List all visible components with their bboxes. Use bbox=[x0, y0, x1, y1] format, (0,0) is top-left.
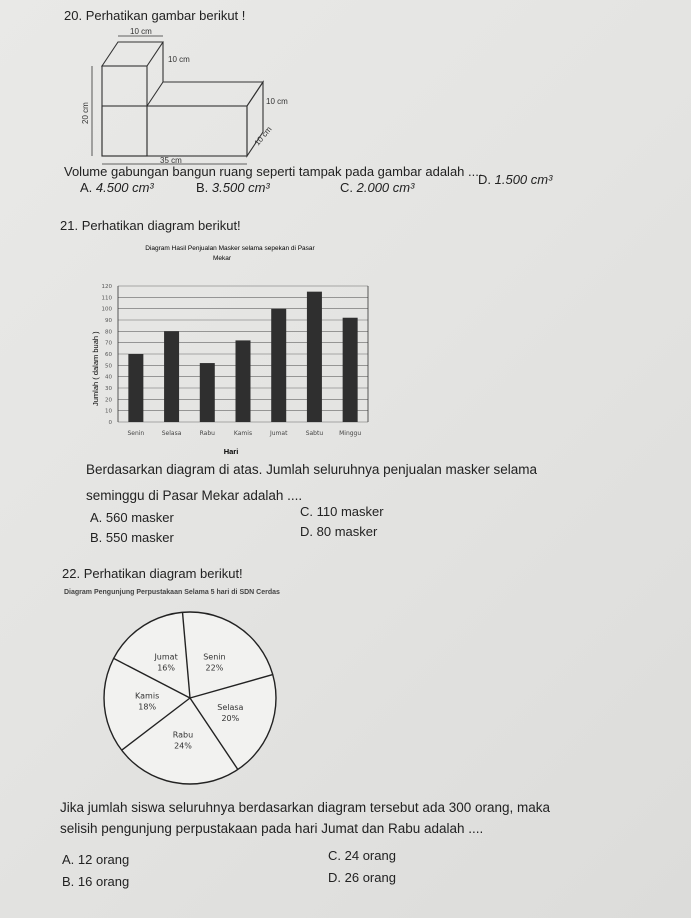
q20-prompt: Perhatikan gambar berikut ! bbox=[85, 8, 246, 23]
option-value: 24 orang bbox=[344, 848, 396, 863]
q20-number: 20. bbox=[64, 8, 83, 23]
y-tick-label: 120 bbox=[101, 284, 112, 290]
x-tick-label: Kamis bbox=[233, 430, 253, 437]
q20-option-c[interactable] bbox=[340, 180, 414, 195]
q21-option-a[interactable] bbox=[90, 510, 174, 525]
x-tick-label: Senin bbox=[127, 430, 145, 437]
q21-option-d[interactable] bbox=[300, 524, 377, 539]
y-tick-label: 80 bbox=[105, 329, 112, 336]
option-letter: B. bbox=[90, 530, 103, 545]
dim-base-length: 35 cm bbox=[160, 156, 182, 165]
bar-sabtu bbox=[307, 292, 322, 422]
pie-slice-value-senin: 22% bbox=[205, 663, 224, 673]
option-letter: D. bbox=[300, 524, 313, 539]
y-tick-label: 30 bbox=[105, 386, 112, 392]
q21-number: 21. bbox=[60, 218, 79, 233]
option-value: 1.500 cm³ bbox=[494, 172, 553, 187]
q22-question-line1: Jika jumlah siswa seluruhnya berdasarkan diagram tersebut ada 300 orang, maka bbox=[60, 800, 551, 815]
option-value: 560 masker bbox=[105, 510, 174, 525]
y-tick-label: 20 bbox=[105, 397, 112, 404]
dim-depth: 10 cm bbox=[252, 124, 274, 148]
option-letter: A. bbox=[80, 180, 93, 195]
option-value: 26 orang bbox=[344, 870, 396, 885]
option-letter: D. bbox=[478, 172, 491, 187]
pie-slice-label-selasa: Selasa bbox=[217, 702, 244, 712]
y-tick-label: 70 bbox=[105, 340, 112, 347]
option-letter: C. bbox=[340, 180, 353, 195]
dim-right-height: 10 cm bbox=[266, 97, 288, 106]
q21-option-b[interactable] bbox=[90, 530, 174, 545]
q20-header bbox=[64, 8, 245, 23]
q21-question-line1: Berdasarkan diagram di atas. Jumlah seluruhnya penjualan masker selama bbox=[86, 462, 537, 477]
q22-option-a[interactable] bbox=[62, 852, 129, 867]
pie-slice-label-senin: Senin bbox=[203, 652, 226, 662]
tall-block-top bbox=[102, 42, 163, 66]
option-letter: C. bbox=[328, 848, 341, 863]
q21-header bbox=[60, 218, 241, 233]
y-tick-label: 100 bbox=[101, 306, 112, 313]
q20-question: Volume gabungan bangun ruang seperti tampak pada gambar adalah .... bbox=[64, 164, 483, 179]
option-letter: B. bbox=[196, 180, 209, 195]
q22-question-line2: selisih pengunjung perpustakaan pada hari Jumat dan Rabu adalah .... bbox=[60, 821, 484, 836]
long-block-top bbox=[147, 82, 263, 106]
pie-slice-label-kamis: Kamis bbox=[135, 691, 160, 701]
pie-slice-value-rabu: 24% bbox=[174, 741, 192, 751]
pie-slice-label-rabu: Rabu bbox=[172, 730, 194, 740]
bar-plot-area bbox=[102, 284, 369, 437]
pie-chart-title: Diagram Pengunjung Perpustakaan Selama 5 hari di SDN Cerdas bbox=[64, 589, 280, 596]
y-tick-label: 10 bbox=[105, 408, 112, 415]
option-value: 110 masker bbox=[316, 504, 384, 519]
bar-minggu bbox=[343, 318, 358, 422]
option-value: 2.000 cm³ bbox=[356, 180, 415, 195]
y-tick-label: 60 bbox=[105, 352, 112, 358]
option-value: 550 masker bbox=[105, 530, 174, 545]
y-tick-label: 0 bbox=[108, 420, 112, 426]
x-tick-label: Selasa bbox=[161, 430, 182, 437]
pie-slice-value-kamis: 18% bbox=[138, 702, 157, 712]
bar-kamis bbox=[236, 340, 251, 422]
dim-left-height: 20 cm bbox=[81, 102, 90, 124]
bar-chart-xlabel: Hari bbox=[223, 447, 239, 456]
q22-option-b[interactable] bbox=[62, 874, 129, 889]
option-letter: C. bbox=[300, 504, 313, 519]
y-tick-label: 90 bbox=[105, 318, 112, 324]
x-tick-label: Jumat bbox=[269, 430, 288, 437]
bar-senin bbox=[128, 354, 143, 422]
option-value: 16 orang bbox=[77, 874, 130, 889]
q20-option-d[interactable] bbox=[478, 172, 552, 187]
y-tick-label: 110 bbox=[101, 295, 112, 302]
option-value: 3.500 cm³ bbox=[211, 180, 270, 195]
tall-block-front bbox=[102, 66, 147, 156]
q21-prompt: Perhatikan diagram berikut! bbox=[81, 218, 241, 233]
q22-option-d[interactable] bbox=[328, 870, 396, 885]
bar-rabu bbox=[200, 363, 215, 422]
y-tick-label: 50 bbox=[105, 363, 112, 370]
q22-option-c[interactable] bbox=[328, 848, 396, 863]
bar-jumat bbox=[271, 309, 286, 422]
option-letter: B. bbox=[62, 874, 75, 889]
x-tick-label: Rabu bbox=[199, 430, 215, 437]
bar-chart bbox=[84, 236, 384, 470]
bar-chart-ylabel: Jumlah ( dalam buah ) bbox=[91, 331, 100, 406]
pie-plot-area bbox=[104, 612, 276, 784]
option-letter: A. bbox=[62, 852, 75, 867]
bar-chart-title-2: Mekar bbox=[212, 255, 232, 262]
q22-prompt: Perhatikan diagram berikut! bbox=[83, 566, 243, 581]
bar-selasa bbox=[164, 331, 179, 422]
q20-solid-figure bbox=[60, 24, 330, 172]
option-letter: A. bbox=[90, 510, 103, 525]
q22-header bbox=[62, 566, 243, 581]
long-block-front bbox=[102, 106, 247, 156]
option-letter: D. bbox=[328, 870, 341, 885]
q22-number: 22. bbox=[62, 566, 81, 581]
x-tick-label: Minggu bbox=[339, 430, 362, 437]
pie-slice-value-selasa: 20% bbox=[221, 713, 240, 723]
pie-chart bbox=[94, 604, 314, 804]
option-value: 4.500 cm³ bbox=[95, 180, 154, 195]
option-value: 80 masker bbox=[316, 524, 378, 539]
x-tick-label: Sabtu bbox=[305, 430, 324, 437]
q21-question-line2: seminggu di Pasar Mekar adalah .... bbox=[86, 488, 303, 503]
q20-option-a[interactable] bbox=[80, 180, 154, 195]
dim-top-height: 10 cm bbox=[168, 55, 190, 64]
q21-option-c[interactable] bbox=[300, 504, 384, 519]
pie-slice-value-jumat: 16% bbox=[157, 663, 175, 673]
y-tick-label: 40 bbox=[105, 374, 112, 381]
dim-top-width: 10 cm bbox=[130, 27, 152, 36]
pie-slice-label-jumat: Jumat bbox=[154, 652, 178, 662]
q20-option-b[interactable] bbox=[196, 180, 270, 195]
bar-chart-title: Diagram Hasil Penjualan Masker selama sepekan di Pasar bbox=[145, 245, 315, 252]
option-value: 12 orang bbox=[77, 852, 130, 867]
